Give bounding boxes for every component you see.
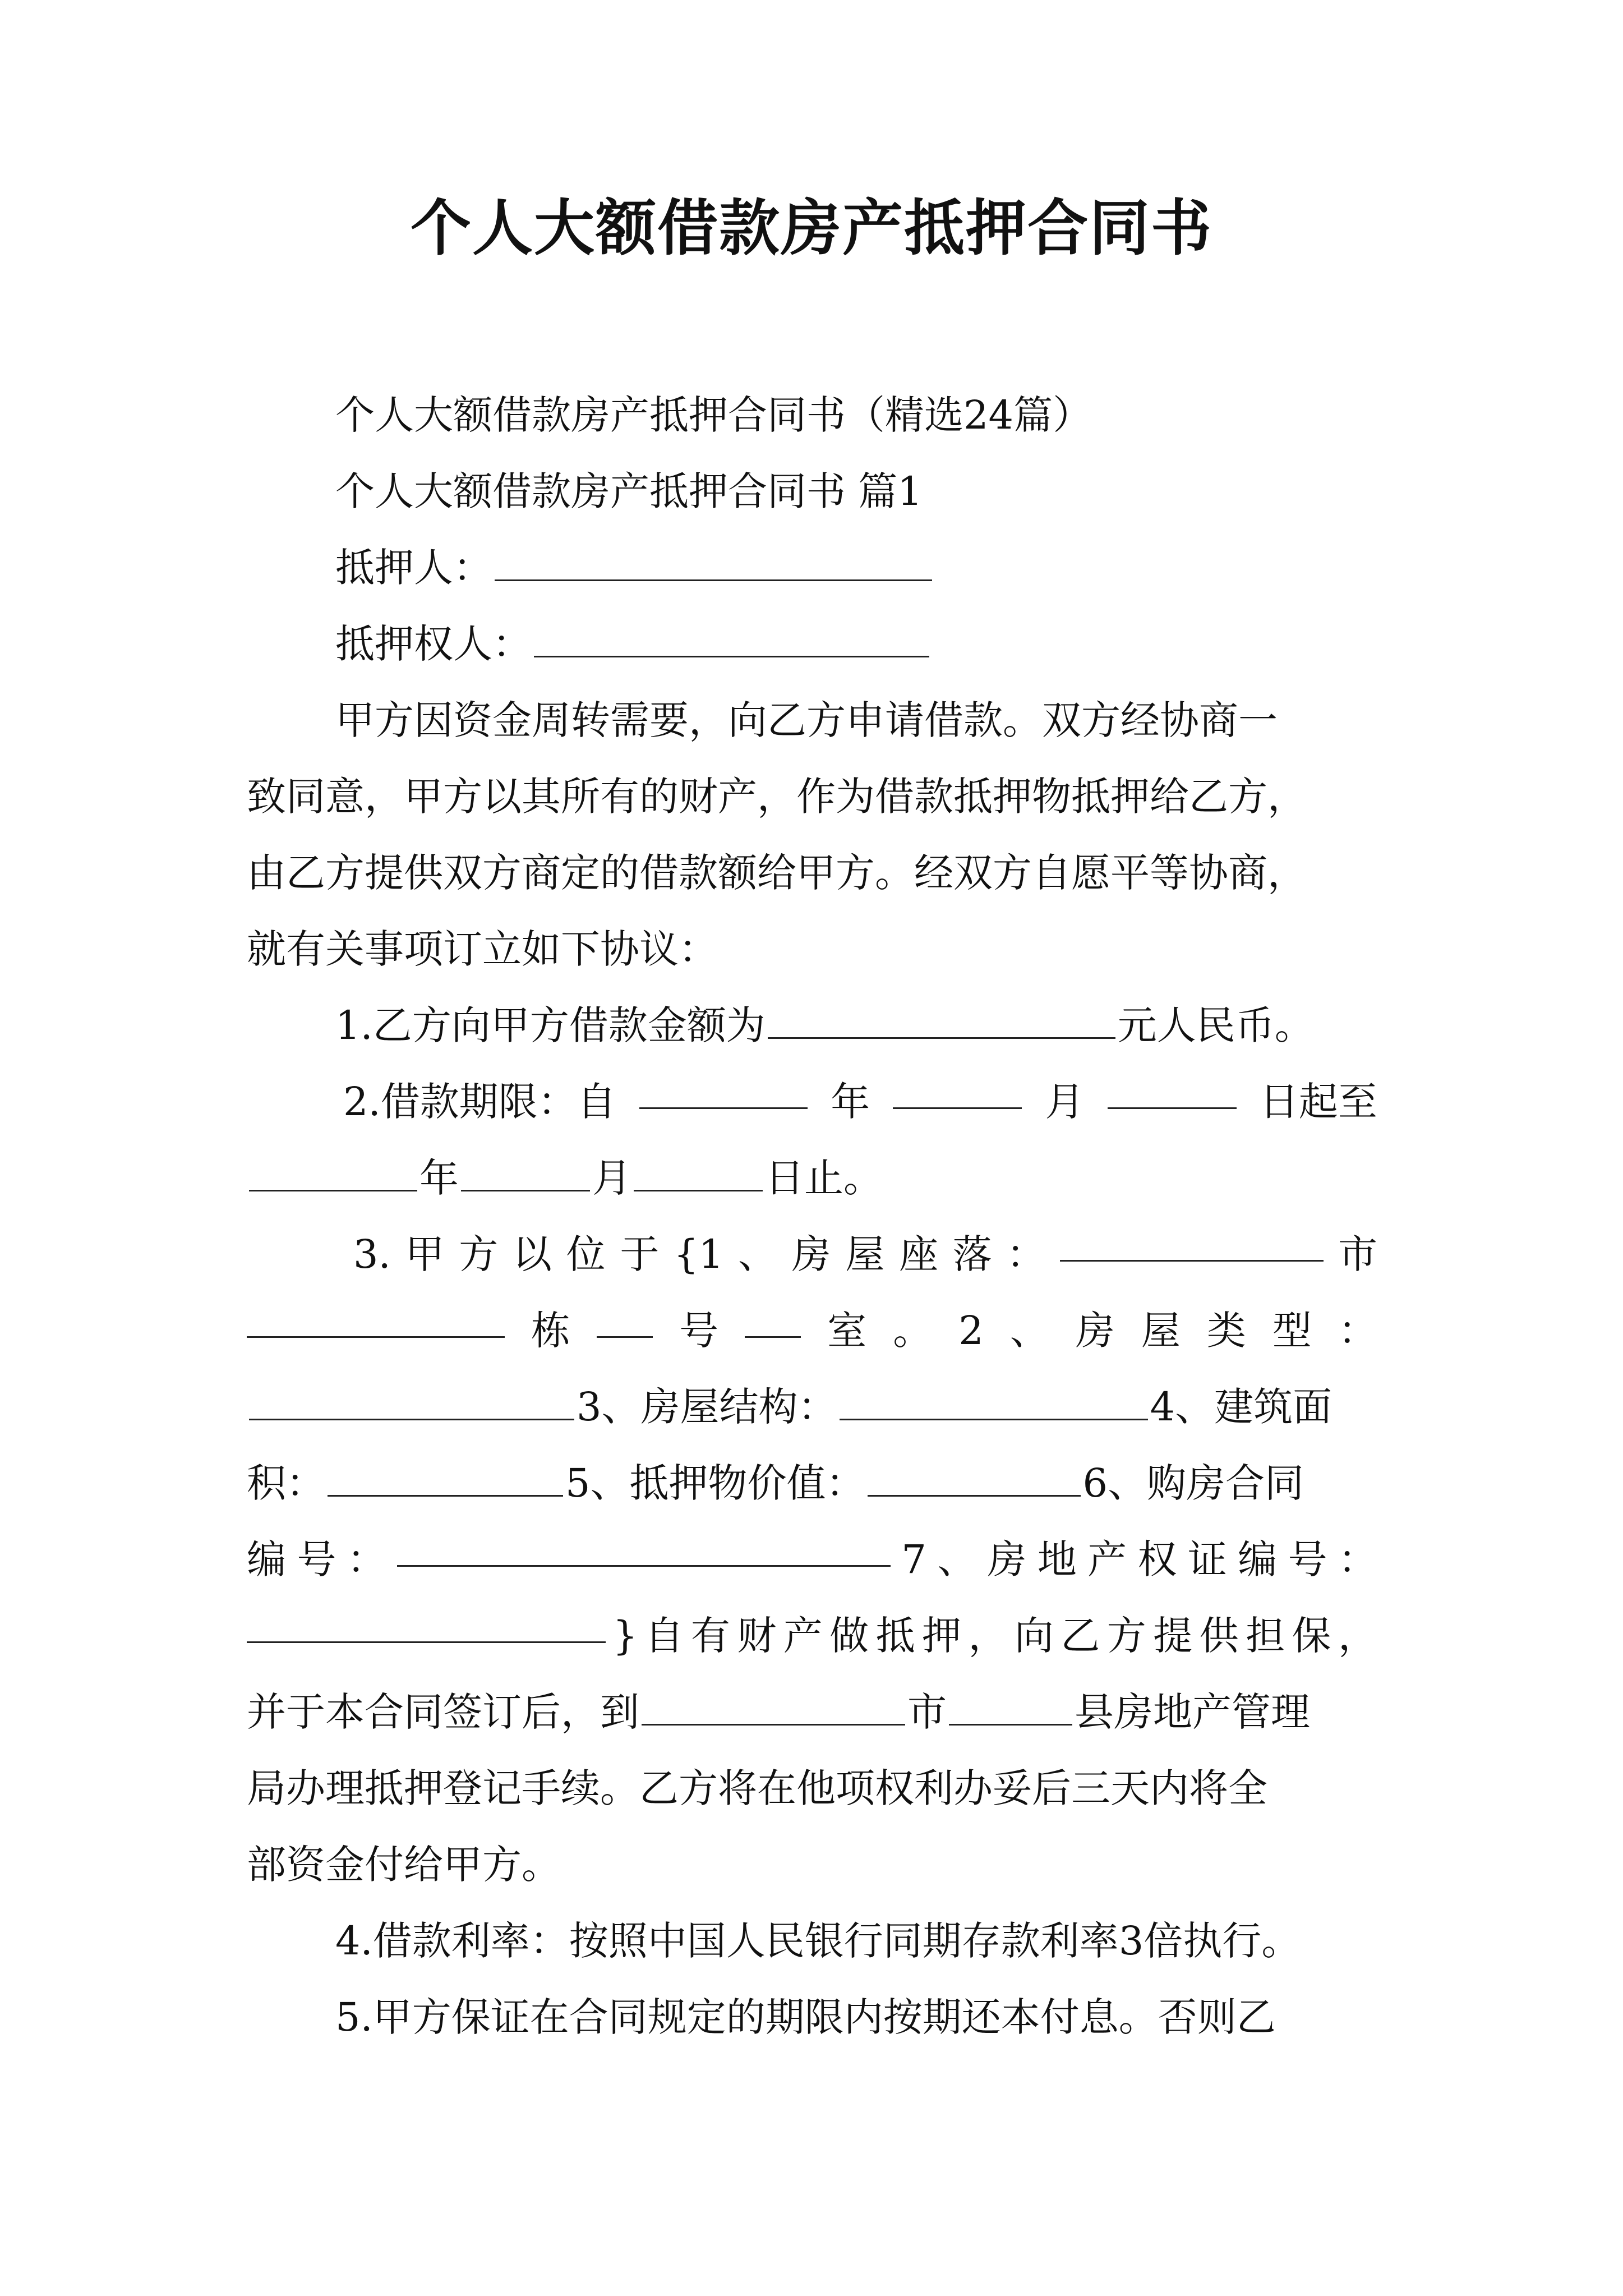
clause-text: 3、房屋结构： xyxy=(577,1384,837,1430)
clause-text: 做 xyxy=(829,1613,869,1659)
mortgagee-label: 抵押权人： xyxy=(335,621,532,667)
clause-text: 乙 xyxy=(1061,1613,1100,1659)
clause-text: 月 xyxy=(592,1155,631,1201)
clause-text: 3. xyxy=(353,1231,391,1277)
clause-text: 5、抵押物价值： xyxy=(565,1460,865,1506)
clause-text: 产 xyxy=(1087,1536,1127,1582)
clause-text: 于 xyxy=(620,1231,660,1277)
clause-text: 室 xyxy=(827,1308,867,1354)
clause-text: 栋 xyxy=(531,1308,571,1354)
clause-3-line-7 xyxy=(247,1678,1377,1746)
purchase-contract-no-blank[interactable] xyxy=(397,1526,891,1567)
intro-line: 致同意，甲方以其所有的财产，作为借款抵押物抵押给乙方， xyxy=(247,774,1307,820)
clause-text: 编 xyxy=(247,1536,286,1582)
clause-text: 落 xyxy=(952,1231,992,1277)
clause-text: 地 xyxy=(1037,1536,1077,1582)
clause-text: ， xyxy=(968,1613,1008,1659)
house-structure-blank[interactable] xyxy=(840,1379,1148,1420)
clause-text: 证 xyxy=(1187,1536,1227,1582)
clause-4: 4.借款利率：按照中国人民银行同期存款利率3倍执行。 xyxy=(335,1918,1301,1964)
mortgagee-blank[interactable] xyxy=(534,616,929,657)
clause-text: 甲 xyxy=(405,1231,445,1277)
room-blank[interactable] xyxy=(745,1297,801,1338)
clause-3-line-9: 部资金付给甲方。 xyxy=(247,1842,561,1888)
clause-text: 、 xyxy=(937,1536,977,1582)
clause-text: 向 xyxy=(1014,1613,1054,1659)
intro-line: 甲方因资金周转需要，向乙方申请借款。双方经协商一 xyxy=(335,697,1278,743)
clause-text: 供 xyxy=(1199,1613,1239,1659)
clause-text: 积： xyxy=(247,1460,325,1506)
clause-text: 产 xyxy=(783,1613,823,1659)
mortgagor-line xyxy=(335,534,934,601)
clause-text: 以 xyxy=(512,1231,552,1277)
clause-text: 日起至 xyxy=(1259,1079,1377,1125)
clause-text: 座 xyxy=(899,1231,939,1277)
clause-text: 6、购房合同 xyxy=(1082,1460,1304,1506)
clause-2-line-2 xyxy=(247,1144,883,1212)
clause-text: 保 xyxy=(1292,1613,1331,1659)
subtitle: 个人大额借款房产抵押合同书（精选24篇） xyxy=(335,392,1092,438)
clause-3-line-2-content xyxy=(247,1297,1377,1364)
clause-text: 、 xyxy=(1009,1308,1049,1354)
document-title: 个人大额借款房产抵押合同书 xyxy=(410,193,1212,264)
clause-text: 年 xyxy=(831,1079,870,1125)
clause-text: 房 xyxy=(791,1231,831,1277)
clause-5: 5.甲方保证在合同规定的期限内按期还本付息。否则乙 xyxy=(335,1994,1276,2040)
clause-text: 抵 xyxy=(875,1613,915,1659)
clause-text: 日止。 xyxy=(765,1155,883,1201)
clause-text: 年 xyxy=(419,1155,459,1201)
clause-text: {1 xyxy=(674,1231,724,1277)
start-day-blank[interactable] xyxy=(1108,1068,1237,1109)
section-heading: 个人大额借款房产抵押合同书 篇1 xyxy=(335,468,923,514)
clause-text: 有 xyxy=(690,1613,730,1659)
clause-text: 并于本合同签订后，到 xyxy=(247,1689,639,1735)
start-month-blank[interactable] xyxy=(893,1068,1022,1109)
clause-text: 型 xyxy=(1272,1308,1312,1354)
clause-3-line-5 xyxy=(247,1526,1377,1593)
clause-text: 方 xyxy=(459,1231,499,1277)
clause-3-line-6 xyxy=(247,1602,1377,1669)
city-blank[interactable] xyxy=(1060,1221,1324,1262)
clause-text: 权 xyxy=(1137,1536,1177,1582)
intro-line: 就有关事项订立如下协议： xyxy=(247,926,718,972)
collateral-value-blank[interactable] xyxy=(868,1456,1081,1497)
clause-text: 市 xyxy=(907,1689,947,1735)
clause-text: ， xyxy=(1338,1613,1377,1659)
floor-area-blank[interactable] xyxy=(328,1456,563,1497)
clause-text: 月 xyxy=(1045,1079,1085,1125)
clause-text: 位 xyxy=(566,1231,606,1277)
clause-text: 财 xyxy=(737,1613,777,1659)
mortgagor-label: 抵押人： xyxy=(335,545,492,591)
end-day-blank[interactable] xyxy=(634,1151,763,1191)
clause-text: 元人民币。 xyxy=(1117,1002,1314,1048)
registration-city-blank[interactable] xyxy=(642,1685,905,1726)
clause-text: 市 xyxy=(1338,1231,1377,1277)
clause-text: 7 xyxy=(901,1536,926,1582)
clause-text: 编 xyxy=(1238,1536,1278,1582)
clause-text: 2 xyxy=(958,1308,984,1354)
property-cert-no-blank[interactable] xyxy=(247,1602,606,1643)
clause-text: 县房地产管理 xyxy=(1075,1689,1310,1735)
loan-amount-blank[interactable] xyxy=(768,998,1115,1039)
clause-text: 1.乙方向甲方借款金额为 xyxy=(335,1002,766,1048)
clause-text: ： xyxy=(1338,1536,1377,1582)
clause-text: 自 xyxy=(644,1613,684,1659)
end-month-blank[interactable] xyxy=(461,1151,590,1191)
mortgagor-blank[interactable] xyxy=(495,540,932,581)
district-blank[interactable] xyxy=(247,1297,505,1338)
end-year-blank[interactable] xyxy=(249,1151,417,1191)
clause-text: 押 xyxy=(922,1613,962,1659)
registration-county-blank[interactable] xyxy=(949,1685,1072,1726)
start-year-blank[interactable] xyxy=(639,1068,808,1109)
clause-text: 号 xyxy=(1288,1536,1327,1582)
clause-text: 屋 xyxy=(845,1231,885,1277)
intro-line: 由乙方提供双方商定的借款额给甲方。经双方自愿平等协商， xyxy=(247,850,1307,896)
clause-text: 方 xyxy=(1106,1613,1146,1659)
clause-text: 房 xyxy=(987,1536,1027,1582)
clause-text: } xyxy=(612,1613,638,1659)
mortgagee-line xyxy=(335,610,932,678)
clause-text: 号 xyxy=(297,1536,336,1582)
clause-text: 、 xyxy=(737,1231,777,1277)
clause-3-line-1 xyxy=(353,1221,1377,1288)
clause-2-line-1 xyxy=(343,1068,1377,1135)
clause-3-line-3 xyxy=(247,1373,1377,1441)
clause-text: 类 xyxy=(1206,1308,1246,1354)
clause-3-line-8: 局办理抵押登记手续。乙方将在他项权利办妥后三天内将全 xyxy=(247,1765,1267,1811)
clause-text: ： xyxy=(347,1536,386,1582)
clause-1 xyxy=(335,992,1314,1059)
clause-text: 担 xyxy=(1246,1613,1285,1659)
clause-text: 房 xyxy=(1075,1308,1115,1354)
clause-text: 号 xyxy=(679,1308,719,1354)
building-blank[interactable] xyxy=(597,1297,653,1338)
clause-text: 4、建筑面 xyxy=(1150,1384,1332,1430)
clause-text: 屋 xyxy=(1141,1308,1181,1354)
clause-text: 提 xyxy=(1153,1613,1193,1659)
clause-text: 。 xyxy=(893,1308,933,1354)
house-type-blank[interactable] xyxy=(249,1379,574,1420)
clause-text: ： xyxy=(1338,1308,1377,1354)
clause-text: 2.借款期限：自 xyxy=(343,1079,616,1125)
clause-text: ： xyxy=(1006,1231,1046,1277)
clause-3-line-4 xyxy=(247,1450,1377,1517)
